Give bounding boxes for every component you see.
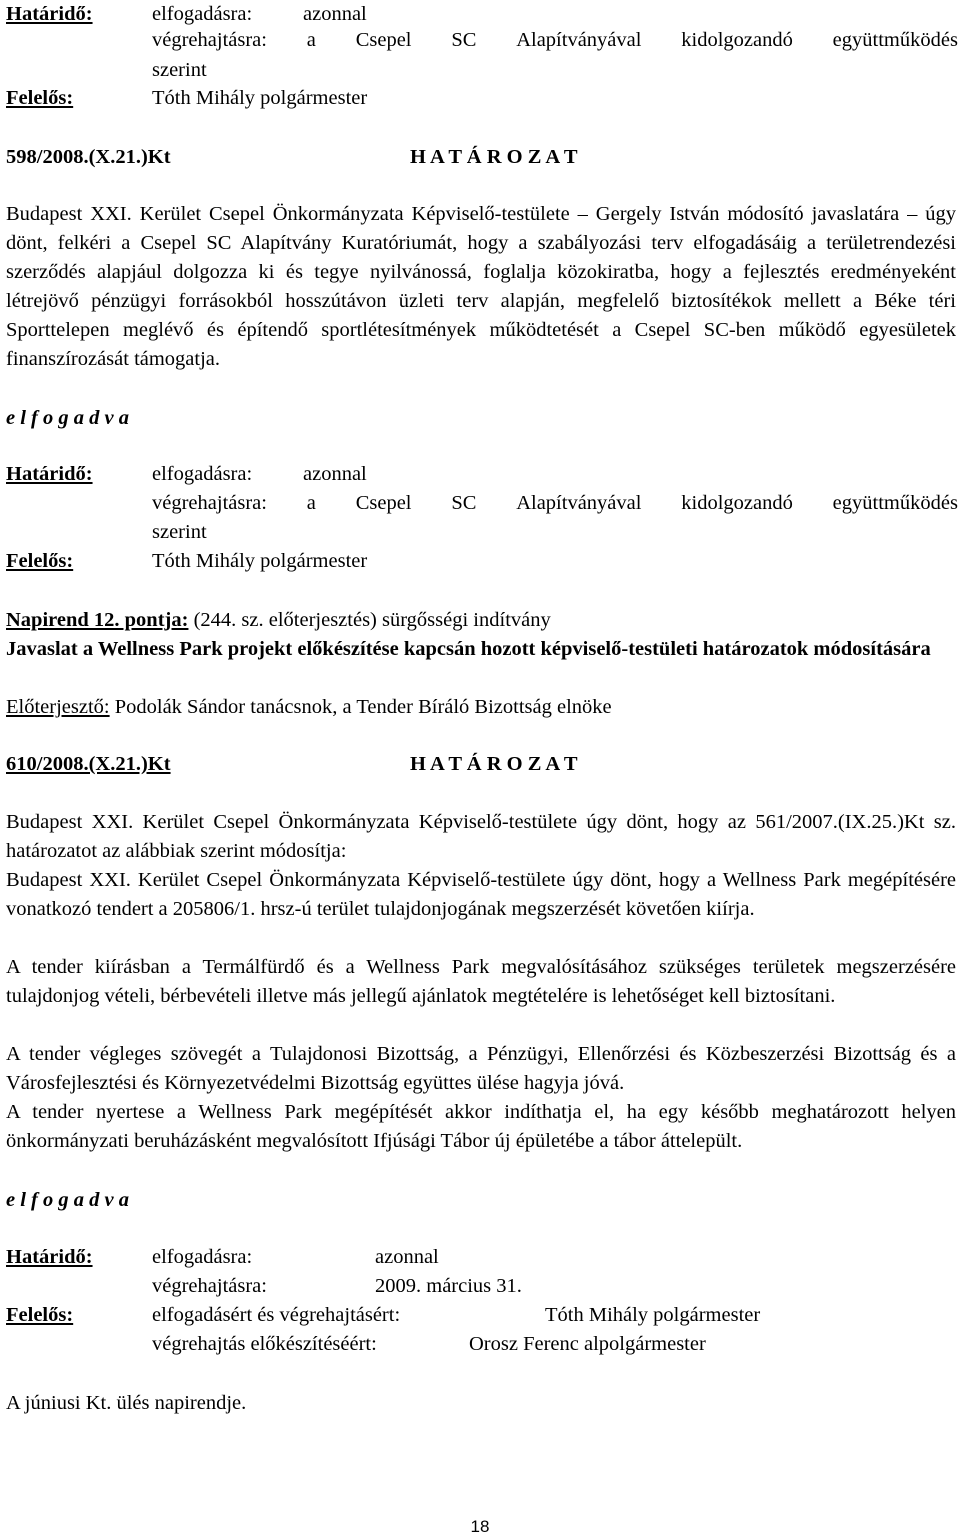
elfogadasra-value: azonnal — [303, 463, 367, 485]
footer-note: A júniusi Kt. ülés napirendje. — [6, 1392, 247, 1414]
elfogadasra-label: elfogadásra: — [152, 1246, 253, 1268]
vegrehajtasra-row — [152, 489, 958, 518]
hatarido-label: Határidő: — [6, 463, 93, 485]
resolution-paragraph: A tender végleges szövegét a Tulajdonosi Bizottság, a Pénzügyi, Ellenőrzési és Közbeszerzési Bizottság és a Városfejlesztési és Környezetvédelmi Bizottság együttes ülése hagyja jóvá. — [6, 1043, 956, 1094]
vegrehajtasra-word: Csepel — [355, 492, 412, 514]
hatarido-label: Határidő: — [6, 1246, 93, 1268]
vegrehajtasra-word: végrehajtásra: — [152, 492, 267, 514]
felelos-label: Felelős: — [6, 1304, 74, 1326]
elfogadasra-value: azonnal — [303, 3, 367, 25]
vegrehajtasra-word: együttműködés — [832, 29, 958, 51]
vegrehajtasra-word: SC — [451, 492, 477, 514]
elokeszites-label: végrehajtás előkészítéséért: — [152, 1333, 377, 1355]
page-number: 18 — [470, 1517, 490, 1536]
elfogadasert-value: Tóth Mihály polgármester — [545, 1304, 761, 1326]
eloterjeszto-text: Podolák Sándor tanácsnok, a Tender Bíráló Bizottság elnöke — [109, 696, 612, 718]
vegrehajtasra-value: 2009. március 31. — [375, 1275, 522, 1297]
vegrehajtasra-word: SC — [451, 29, 477, 51]
vegrehajtasra-word: Alapítványával — [516, 492, 642, 514]
felelos-value: Tóth Mihály polgármester — [152, 87, 368, 109]
accepted-label: e l f o g a d v a — [6, 407, 129, 429]
vegrehajtasra-word: a — [306, 29, 316, 51]
napirend-label: Napirend 12. pontja: — [6, 609, 189, 631]
felelos-label: Felelős: — [6, 550, 74, 572]
eloterjeszto-line — [6, 693, 612, 722]
szerint-text: szerint — [152, 521, 207, 543]
resolution-number: 610/2008.(X.21.)Kt — [6, 753, 171, 775]
vegrehajtasra-label: végrehajtásra: — [152, 1275, 267, 1297]
accepted-label: e l f o g a d v a — [6, 1189, 129, 1211]
resolution-paragraph: Budapest XXI. Kerület Csepel Önkormányzata Képviselő-testülete úgy dönt, hogy a Wellness Park megépítésére vonatkozó tendert a 205806/1. hrsz-ú terület tulajdonjogának megszerzését követően kiírja. — [6, 869, 956, 920]
elfogadasra-value: azonnal — [375, 1246, 439, 1268]
vegrehajtasra-word: kidolgozandó — [681, 492, 793, 514]
napirend-line — [6, 606, 551, 635]
szerint-text: szerint — [152, 59, 207, 81]
hatarido-label: Határidő: — [6, 3, 93, 25]
napirend-text: (244. sz. előterjesztés) sürgősségi indítvány — [188, 609, 551, 631]
resolution-number: 598/2008.(X.21.)Kt — [6, 146, 171, 168]
vegrehajtasra-word: végrehajtásra: — [152, 29, 267, 51]
elfogadasert-label: elfogadásért és végrehajtásért: — [152, 1304, 401, 1326]
vegrehajtasra-word: kidolgozandó — [681, 29, 793, 51]
resolution-title: H A T Á R O Z A T — [410, 753, 578, 775]
elokeszites-value: Orosz Ferenc alpolgármester — [469, 1333, 706, 1355]
resolution-title: H A T Á R O Z A T — [410, 146, 578, 168]
vegrehajtasra-word: Alapítványával — [516, 29, 642, 51]
resolution-paragraph: A tender kiírásban a Termálfürdő és a Wellness Park megvalósításához szükséges területek megszerzésére tulajdonjog vételi, bérbevételi illetve más jellegű ajánlatok megtételére is lehetőséget kell biztosítani. — [6, 956, 956, 1007]
felelos-label: Felelős: — [6, 87, 74, 109]
resolution-body: Budapest XXI. Kerület Csepel Önkormányzata Képviselő-testülete – Gergely István módosító javaslatára – úgy dönt, felkéri a Csepel SC Alapítvány Kuratóriumát, hogy a szabályozási terv elfogadásáig a területrendezési szerződés alapjául dolgozza ki és tegye nyilvánossá, foglalja közokiratba, hogy a fejlesztés eredményeként létrejövő pénzügyi forrásokból hosszútávon üzleti terv alapján, megfelelő biztosítékok mellett a Béke téri Sporttelepen meglévő és építendő sportlétesítmények működtetését a Csepel SC-ben működő egyesületek finanszírozását támogatja. — [6, 203, 956, 370]
vegrehajtasra-row — [152, 26, 958, 55]
vegrehajtasra-word: Csepel — [355, 29, 412, 51]
elfogadasra-label: elfogadásra: — [152, 463, 253, 485]
vegrehajtasra-word: együttműködés — [832, 492, 958, 514]
resolution-paragraph: A tender nyertese a Wellness Park megépítését akkor indíthatja el, ha egy később meghatározott helyen önkormányzati beruházásként megvalósított Ifjúsági Tábor új épületébe a tábor áttelepült. — [6, 1101, 956, 1152]
elfogadasra-label: elfogadásra: — [152, 3, 253, 25]
resolution-paragraph: Budapest XXI. Kerület Csepel Önkormányzata Képviselő-testülete úgy dönt, hogy az 561/2007.(IX.25.)Kt sz. határozatot az alábbiak szerint módosítja: — [6, 811, 956, 862]
vegrehajtasra-word: a — [306, 492, 316, 514]
napirend-title: Javaslat a Wellness Park projekt előkészítése kapcsán hozott képviselő-testületi határozatok módosítására — [6, 638, 931, 660]
eloterjeszto-label: Előterjesztő: — [6, 696, 110, 718]
felelos-value: Tóth Mihály polgármester — [152, 550, 368, 572]
